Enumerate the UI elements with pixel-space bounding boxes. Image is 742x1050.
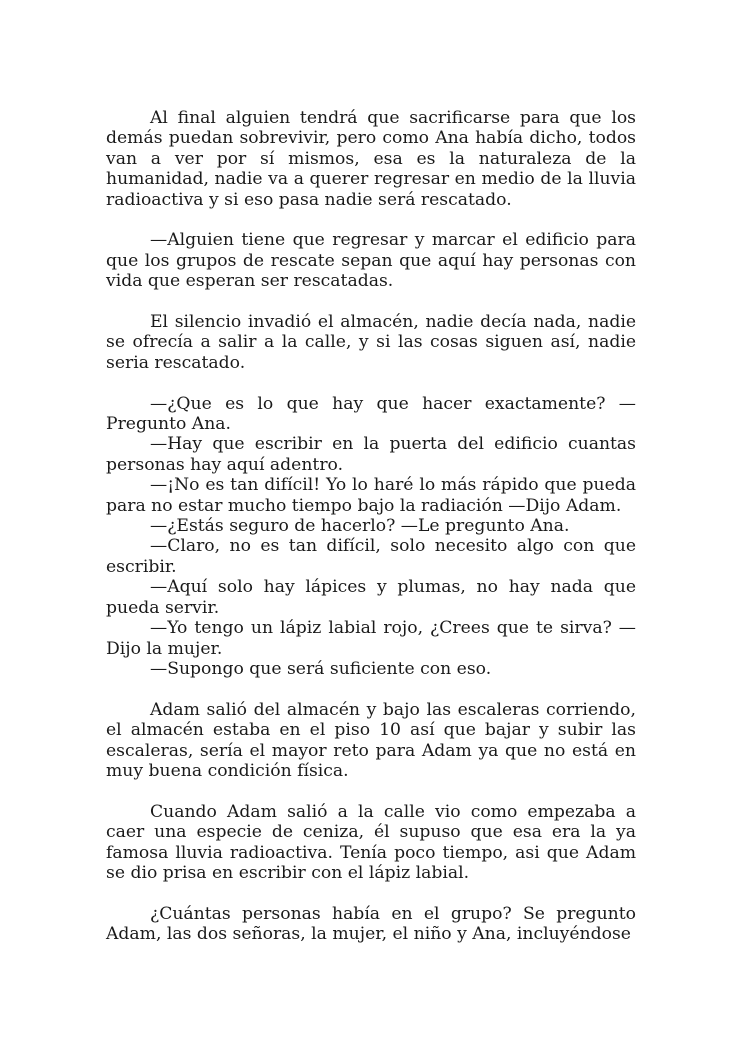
page-body bbox=[106, 108, 636, 945]
dialogue-line-2: —Hay que escribir en la puerta del edificio cuantas personas hay aquí adentro. bbox=[106, 434, 636, 475]
dialogue-line-1: —¿Que es lo que hay que hacer exactamente? —Pregunto Ana. bbox=[106, 393, 636, 435]
dialogue-line-4: —¿Estás seguro de hacerlo? —Le pregunto Ana. bbox=[150, 516, 570, 537]
paragraph-6: ¿Cuántas personas había en el grupo? Se pregunto Adam, las dos señoras, la mujer, el niño y Ana, incluyéndose bbox=[106, 903, 636, 945]
dialogue-line-8: —Supongo que será suficiente con eso. bbox=[150, 658, 492, 679]
dialogue-line-3: —¡No es tan difícil! Yo lo haré lo más rápido que pueda para no estar mucho tiempo bajo la radiación —Dijo Adam. bbox=[106, 475, 636, 516]
paragraph-5: Cuando Adam salió a la calle vio como empezaba a caer una especie de ceniza, él supuso que esa era la ya famosa lluvia radioactiva. Tenía poco tiempo, asi que Adam se dio prisa en escribir con el lápiz labial. bbox=[106, 801, 636, 883]
dialogue-line-7: —Yo tengo un lápiz labial rojo, ¿Crees que te sirva? —Dijo la mujer. bbox=[106, 618, 636, 659]
paragraph-1: Al final alguien tendrá que sacrificarse para que los demás puedan sobrevivir, pero como Ana había dicho, todos van a ver por sí mismos, esa es la naturaleza de la humanidad, nadie va a querer regresar en medio de la lluvia radioactiva y si eso pasa nadie será rescatado. bbox=[106, 108, 636, 210]
paragraph-3: El silencio invadió el almacén, nadie decía nada, nadie se ofrecía a salir a la calle, y si las cosas siguen así, nadie seria rescatado. bbox=[106, 312, 636, 373]
dialogue-line-5: —Claro, no es tan difícil, solo necesito algo con que escribir. bbox=[106, 536, 636, 577]
paragraph-4: Adam salió del almacén y bajo las escaleras corriendo, el almacén estaba en el piso 10 así que bajar y subir las escaleras, sería el mayor reto para Adam ya que no está en muy buena condición física. bbox=[106, 699, 636, 781]
dialogue-line-6: —Aquí solo hay lápices y plumas, no hay nada que pueda servir. bbox=[106, 577, 636, 618]
paragraph-2: —Alguien tiene que regresar y marcar el edificio para que los grupos de rescate sepan que aquí hay personas con vida que esperan ser rescatadas. bbox=[106, 230, 636, 292]
